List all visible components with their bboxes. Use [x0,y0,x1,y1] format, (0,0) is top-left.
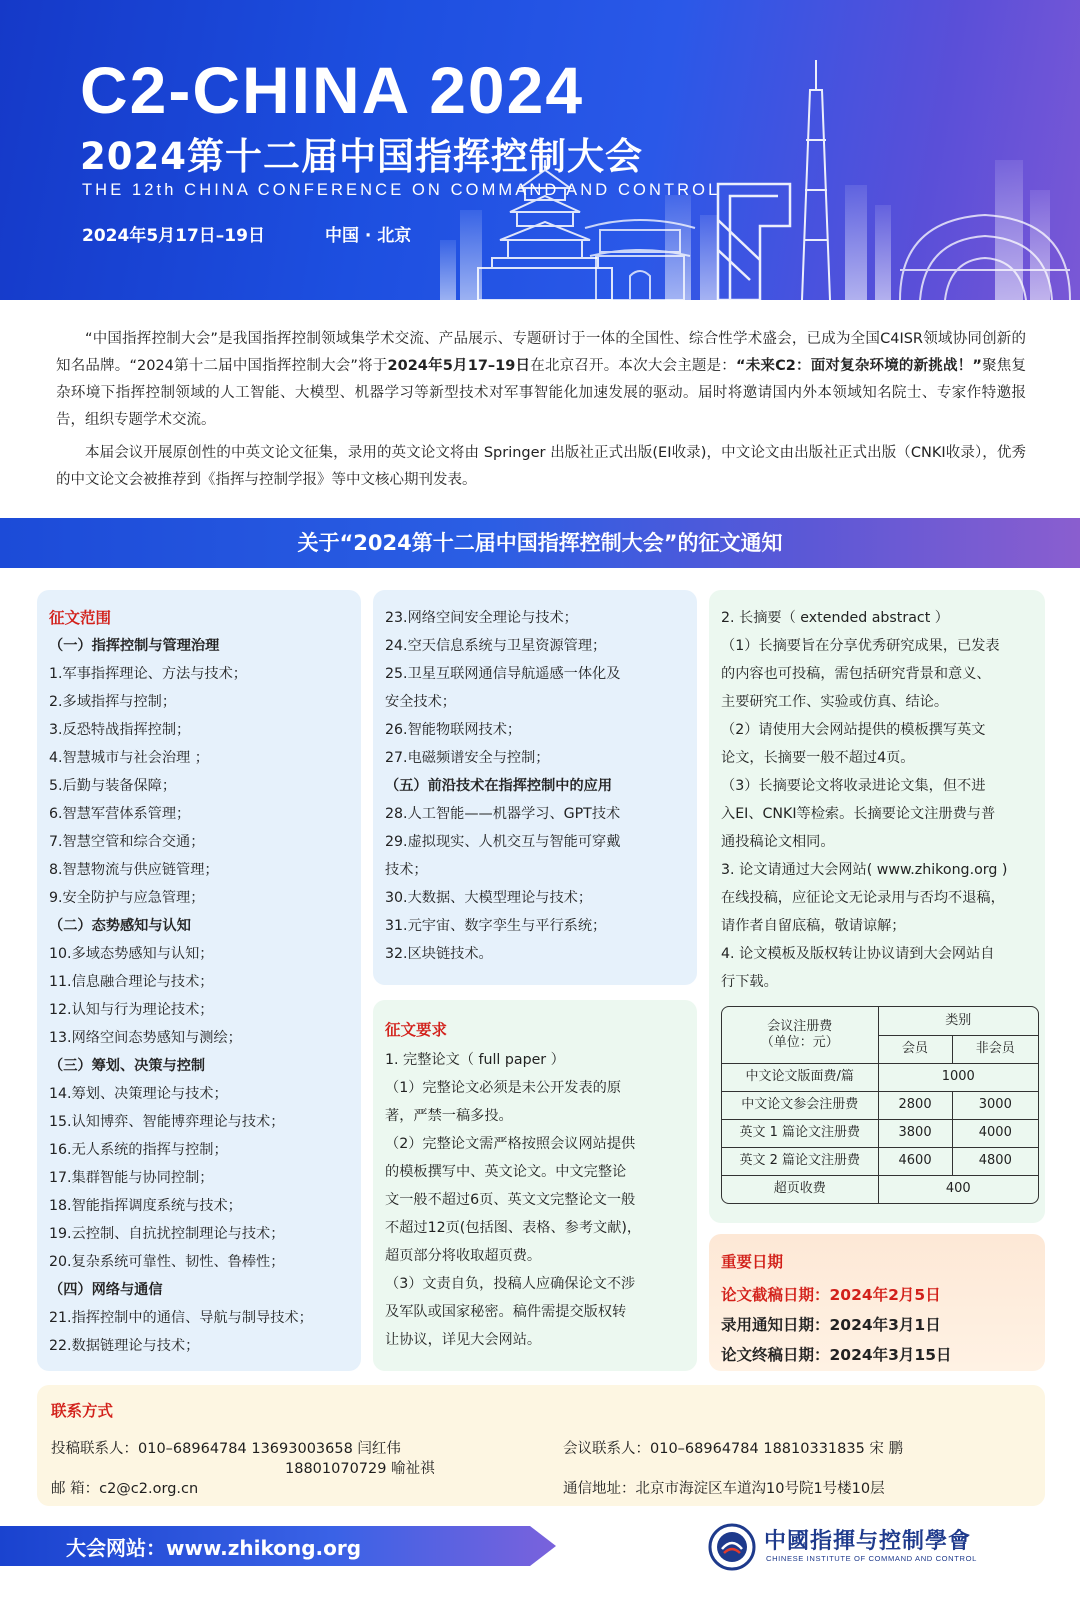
list-item: 安全技术； [385,694,456,710]
society-name-en: CHINESE INSTITUTE OF COMMAND AND CONTROL [766,1554,977,1563]
list-item: 18.智能指挥调度系统与技术； [49,1198,242,1214]
list-item: 13.网络空间态势感知与测绘； [49,1030,242,1046]
list-item: （2）请使用大会网站提供的模板撰写英文 [721,722,986,738]
list-item: 文一般不超过6页、英文文完整论文一般 [385,1192,636,1208]
fee-value: 4000 [952,1119,1038,1147]
intro-paragraph-2: 本届会议开展原创性的中英文论文征集，录用的英文论文将由 Springer 出版社正式出版(EI收录)，中文论文由出版社正式出版（CNKI收录），优秀的中文论文会被推荐到《指挥与控制学报》等中文核心期刊发表。 [56,445,1026,488]
scope-title: 征文范围 [49,609,112,627]
list-item: 26.智能物联网技术； [385,722,522,738]
list-item: 31.元宇宙、数字孪生与平行系统； [385,918,607,934]
list-item: 22.数据链理论与技术； [49,1338,200,1354]
intro-section [56,326,1026,500]
contact-email: 邮 箱：c2@c2.org.cn [51,1481,199,1497]
conference-date: 2024年5月17日–19日 [82,226,265,246]
header-banner [0,0,1080,300]
list-item: （3）文责自负，投稿人应确保论文不涉 [385,1276,636,1292]
fee-table [721,1006,1039,1204]
requirements-title: 征文要求 [385,1021,448,1039]
fee-row-label: 英文 1 篇论文注册费 [722,1119,878,1147]
conference-code-title: C2-CHINA 2024 [80,53,585,127]
list-item: 1.军事指挥理论、方法与技术； [49,666,247,682]
fee-category-header: 类别 [878,1007,1038,1035]
intro-theme-highlight: “未来C2：面对复杂环境的新挑战！” [736,358,982,374]
conference-location: 中国 · 北京 [325,226,412,246]
conference-contact: 会议联系人：010–68964784 18810331835 宋 鹏 [563,1441,904,1457]
abstract-card [709,590,1045,1223]
list-item: 在线投稿，应征论文无论录用与否均不退稿， [721,890,1005,906]
list-item: 16.无人系统的指挥与控制； [49,1142,228,1158]
mailing-address: 通信地址：北京市海淀区车道沟10号院1号楼10层 [563,1481,885,1497]
abstract-list [721,604,1033,996]
list-item: 14.筹划、决策理论与技术； [49,1086,228,1102]
fee-row-label: 超页收费 [722,1175,878,1203]
fee-non-member-header: 非会员 [952,1035,1038,1063]
call-for-papers-banner: 关于“2024第十二届中国指挥控制大会”的征文通知 [0,518,1080,568]
list-item: 2.多域指挥与控制； [49,694,177,710]
list-item: 2. 长摘要（ extended abstract ） [721,610,949,626]
list-item: 21.指挥控制中的通信、导航与制导技术； [49,1310,313,1326]
contact-card [37,1385,1045,1506]
list-item: 技术； [385,862,428,878]
fee-header-label: 会议注册费 [767,1018,833,1034]
deadline-date: 论文截稿日期：2024年2月5日 [721,1286,941,1304]
dates-title: 重要日期 [721,1253,784,1271]
list-item: 著，严禁一稿多投。 [385,1108,513,1124]
list-item: 24.空天信息系统与卫星资源管理； [385,638,607,654]
list-item: 不超过12页(包括图、表格、参考文献)， [385,1220,642,1236]
list-item: 19.云控制、自抗扰控制理论与技术； [49,1226,285,1242]
list-item: 25.卫星互联网通信导航遥感一体化及 [385,666,621,682]
section-heading: （一）指挥控制与管理治理 [49,638,220,654]
list-item: 6.智慧军营体系管理； [49,806,191,822]
list-item: 7.智慧空管和综合交通； [49,834,205,850]
list-item: （1）完整论文必须是未公开发表的原 [385,1080,622,1096]
list-item: 让协议，详见大会网站。 [385,1332,542,1348]
fee-member-header: 会员 [878,1035,952,1063]
list-item: 15.认知博弈、智能博弈理论与技术； [49,1114,285,1130]
final-paper-date: 论文终稿日期：2024年3月15日 [721,1346,952,1364]
section-heading: （二）态势感知与认知 [49,918,191,934]
list-item: （3）长摘要论文将收录进论文集，但不进 [721,778,986,794]
list-item: 30.大数据、大模型理论与技术； [385,890,593,906]
conference-title-en: THE 12th CHINA CONFERENCE ON COMMAND AND CONTROL [82,181,721,199]
fee-header-unit: （单位：元） [760,1034,839,1050]
fee-row-label: 中文论文版面费/篇 [722,1063,878,1091]
list-item: 29.虚拟现实、人机交互与智能可穿戴 [385,834,621,850]
list-item: 12.认知与行为理论技术； [49,1002,214,1018]
acceptance-date: 录用通知日期：2024年3月1日 [721,1316,941,1334]
list-item: 9.安全防护与应急管理； [49,890,205,906]
scope-card-middle [373,590,697,985]
table-row [722,1091,1038,1119]
society-name-cn: 中國指揮与控制學會 [764,1528,972,1554]
list-item: 3. 论文请通过大会网站( www.zhikong.org ) [721,862,1008,878]
list-item: 8.智慧物流与供应链管理； [49,862,219,878]
scope-list-middle [385,604,685,968]
list-item: （2）完整论文需严格按照会议网站提供 [385,1136,636,1152]
list-item: 20.复杂系统可靠性、韧性、鲁棒性； [49,1254,285,1270]
fee-row-label: 中文论文参会注册费 [722,1091,878,1119]
fee-value: 3800 [878,1119,952,1147]
list-item: 超页部分将收取超页费。 [385,1248,542,1264]
fee-value: 400 [878,1175,1038,1203]
list-item: 通投稿论文相同。 [721,834,835,850]
intro-text: 在北京召开。本次大会主题是： [530,358,736,374]
list-item: 3.反恐特战指挥控制； [49,722,191,738]
conference-title-cn: 2024第十二届中国指挥控制大会 [80,135,643,178]
list-item: 32.区块链技术。 [385,946,493,962]
list-item: 的模板撰写中、英文论文。中文完整论 [385,1164,627,1180]
scope-list-left [49,632,349,1360]
table-row [722,1147,1038,1175]
intro-paragraph-1 [56,326,1026,434]
submission-contact: 投稿联系人：010–68964784 13693003658 闫红伟 [51,1441,401,1457]
list-item: 论文，长摘要一般不超过4页。 [721,750,915,766]
list-item: 4.智慧城市与社会治理 ； [49,750,209,766]
list-item: 的内容也可投稿，需包括研究背景和意义、 [721,666,991,682]
list-item: 行下载。 [721,974,778,990]
section-heading: （三）筹划、决策与控制 [49,1058,206,1074]
intro-text: “中国指挥控制大会”是我国指挥控制领域集学术交流、产品展示、专题研讨于一体的全国性、综合性学术盛会，已成为全国C4ISR领域协同创新的知名品牌。“2024第十二届中国指挥控制大会”将于 [56,331,1026,374]
requirements-list [385,1046,685,1354]
list-item: 5.后勤与装备保障； [49,778,177,794]
website-link[interactable]: 大会网站：www.zhikong.org [66,1536,362,1560]
fee-value: 4800 [952,1147,1038,1175]
fee-row-label: 英文 2 篇论文注册费 [722,1147,878,1175]
fee-value: 1000 [878,1063,1038,1091]
list-item: 主要研究工作、实验或仿真、结论。 [721,694,949,710]
list-item: 17.集群智能与协同控制； [49,1170,214,1186]
fee-value: 3000 [952,1091,1038,1119]
intro-text: 聚焦复杂环境下指挥控制领域的人工智能、大模型、机器学习等新型技术对军事智能化加速发展的驱动。届时将邀请国内外本领域知名院士、专家作特邀报告，组织专题学术交流。 [56,358,1027,428]
list-item: 28.人工智能——机器学习、GPT技术 [385,806,621,822]
list-item: 1. 完整论文（ full paper ） [385,1052,565,1068]
list-item: 请作者自留底稿，敬请谅解； [721,918,906,934]
list-item: 10.多域态势感知与认知； [49,946,214,962]
requirements-card [373,1000,697,1371]
section-heading: （四）网络与通信 [49,1282,163,1298]
fee-value: 4600 [878,1147,952,1175]
intro-date-highlight: 2024年5月17–19日 [387,358,531,374]
list-item: 23.网络空间安全理论与技术； [385,610,578,626]
table-row [722,1119,1038,1147]
fee-value: 2800 [878,1091,952,1119]
scope-card-left [37,590,361,1371]
section-heading: （五）前沿技术在指挥控制中的应用 [385,778,613,794]
fee-header-cell [722,1007,878,1063]
list-item: 入EI、CNKI等检索。长摘要论文注册费与普 [721,806,996,822]
table-row [722,1063,1038,1091]
society-logo-icon [708,1523,756,1571]
table-row [722,1175,1038,1203]
list-item: （1）长摘要旨在分享优秀研究成果，已发表 [721,638,1000,654]
list-item: 4. 论文模板及版权转让协议请到大会网站自 [721,946,995,962]
important-dates-card [709,1234,1045,1371]
list-item: 27.电磁频谱安全与控制； [385,750,550,766]
list-item: 及军队或国家秘密。稿件需提交版权转 [385,1304,627,1320]
submission-contact-2: 18801070729 喻祉祺 [285,1461,435,1477]
list-item: 11.信息融合理论与技术； [49,974,214,990]
contact-title: 联系方式 [51,1402,114,1420]
